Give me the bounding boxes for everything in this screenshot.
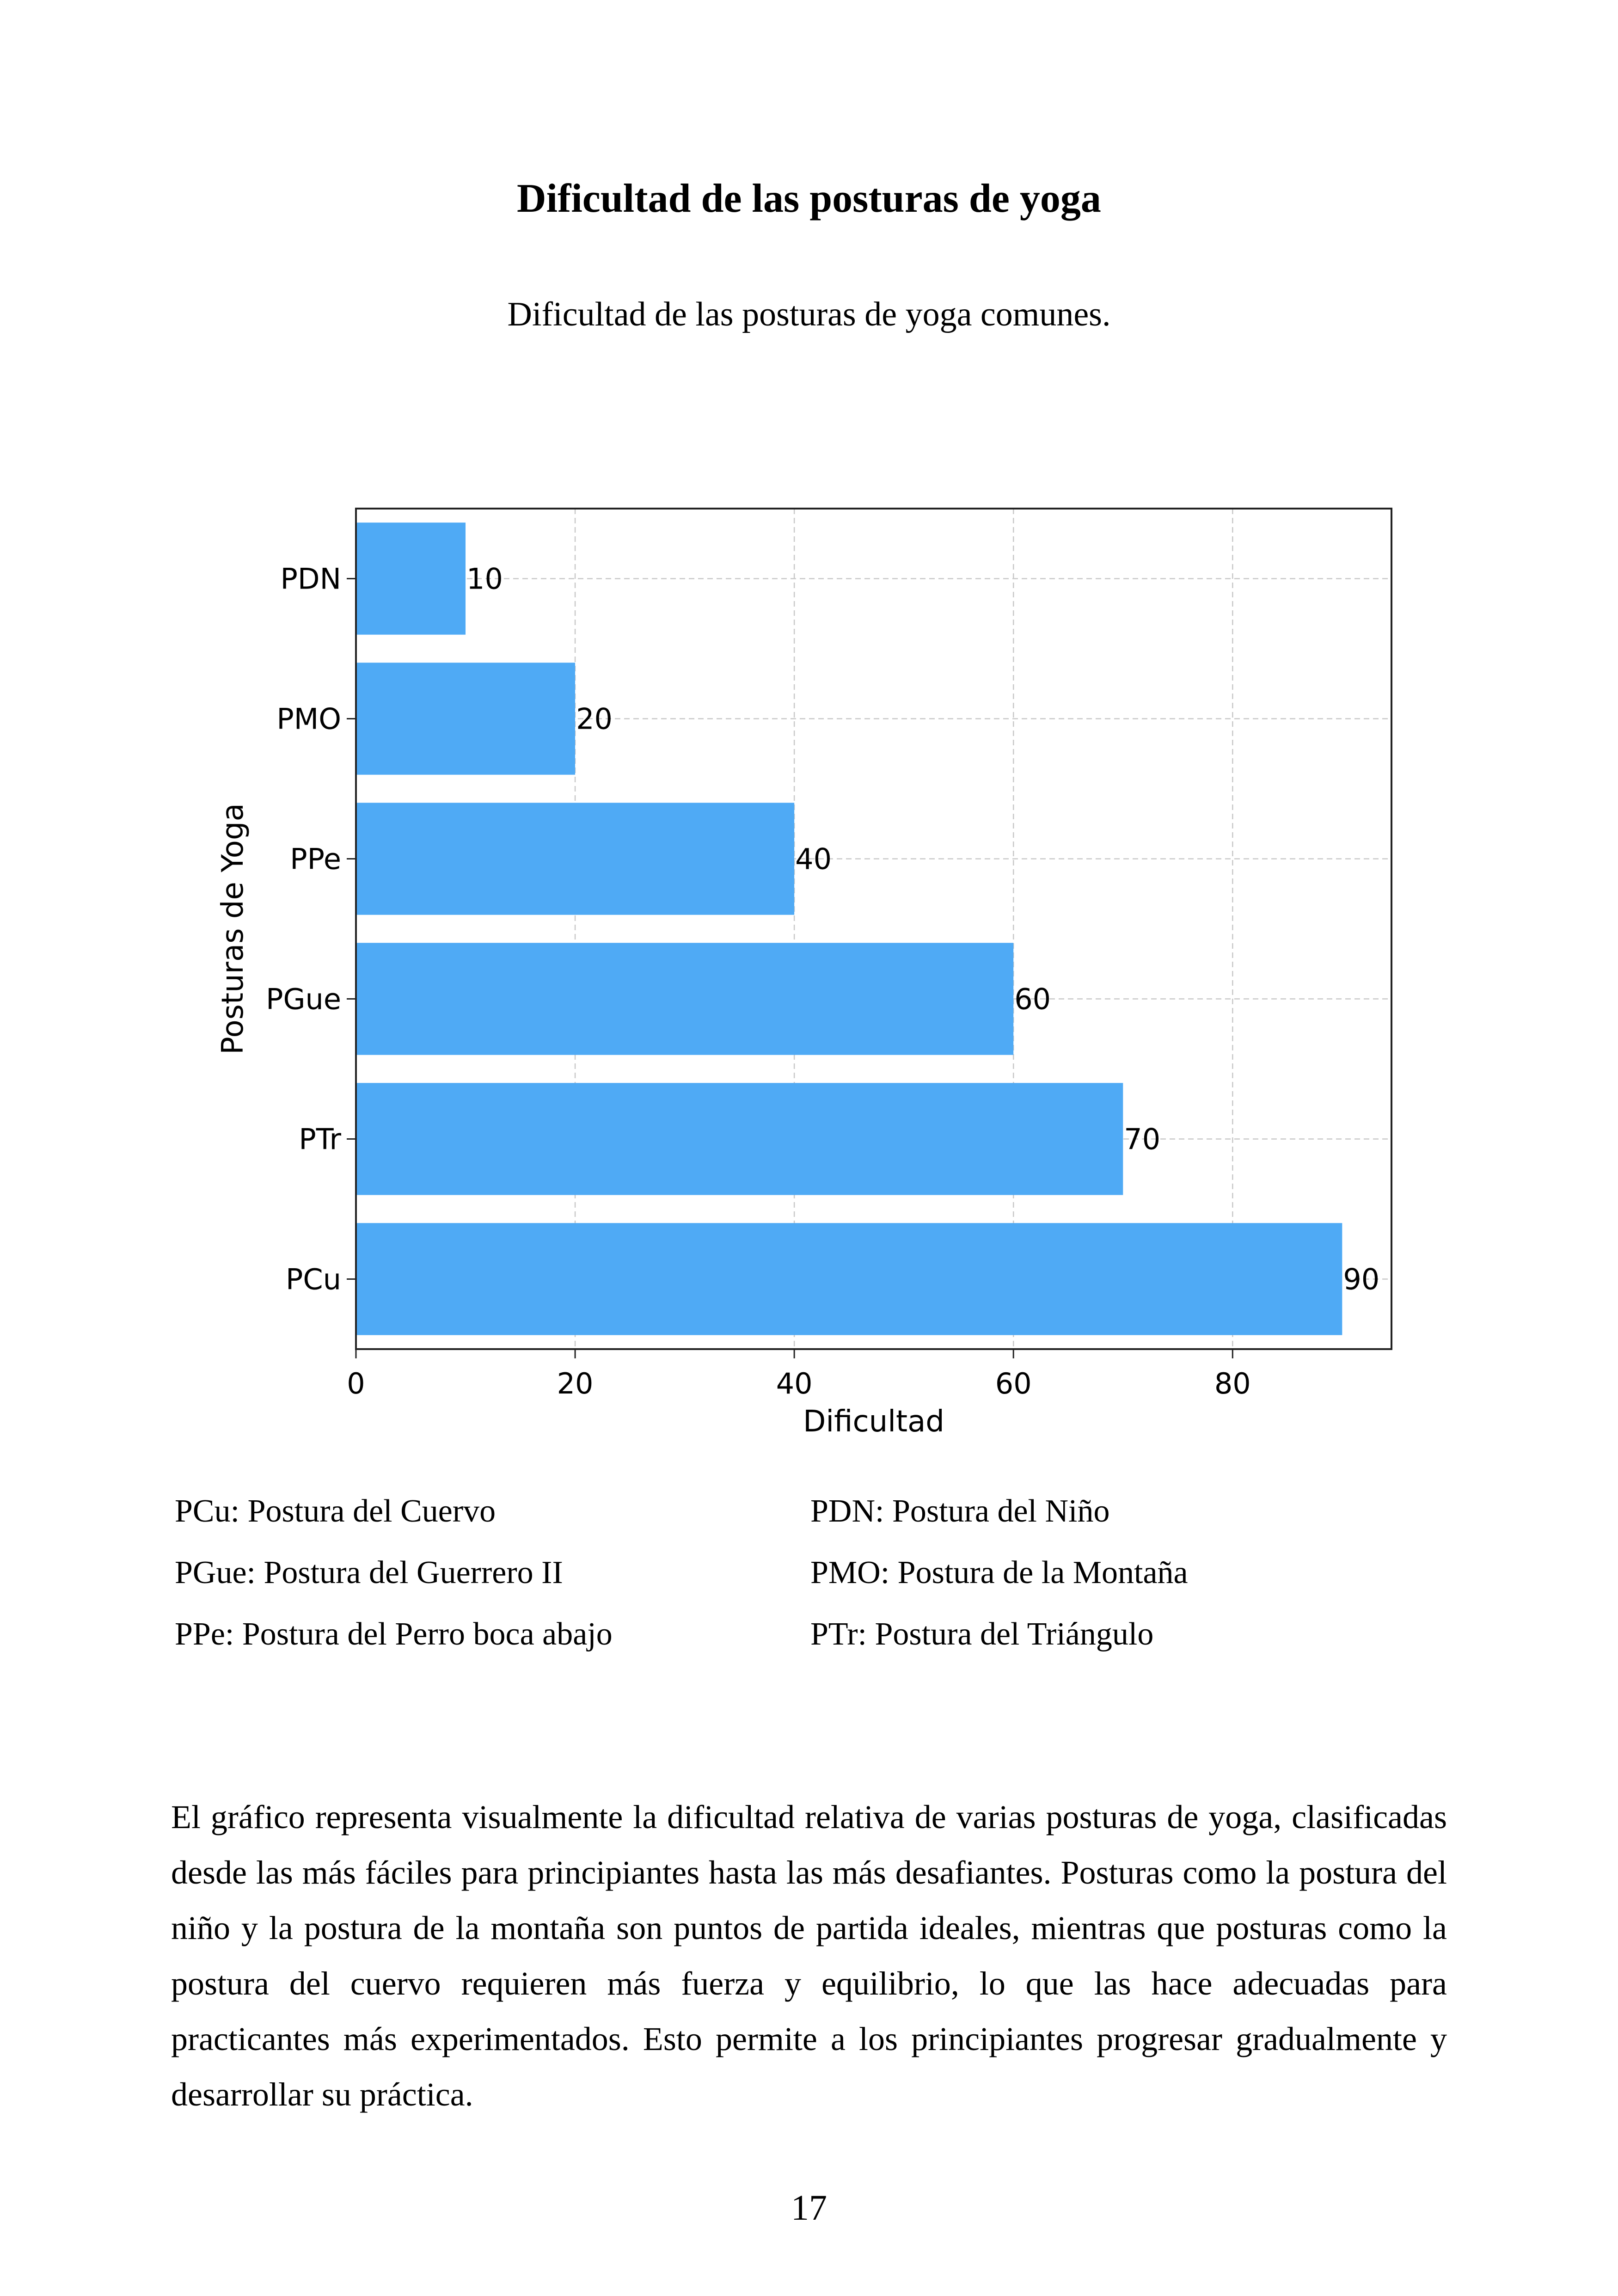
bar-ptr bbox=[356, 1083, 1123, 1195]
bar-pmo bbox=[356, 663, 575, 774]
chart-bars bbox=[356, 522, 1342, 1335]
x-tick-label: 0 bbox=[347, 1367, 365, 1400]
bar-value-label: 70 bbox=[1124, 1122, 1161, 1156]
y-tick-label: PTr bbox=[299, 1122, 341, 1156]
x-tick-label: 40 bbox=[776, 1367, 813, 1400]
y-tick-label: PCu bbox=[286, 1262, 341, 1296]
legend-item: PCu: Postura del Cuervo bbox=[175, 1493, 496, 1529]
y-tick-label: PPe bbox=[290, 842, 341, 876]
legend-item: PDN: Postura del Niño bbox=[810, 1493, 1110, 1529]
bar-value-label: 90 bbox=[1343, 1262, 1380, 1296]
difficulty-bar-chart bbox=[0, 462, 1618, 1456]
page-number: 17 bbox=[791, 2187, 827, 2228]
legend-item: PPe: Postura del Perro boca abajo bbox=[175, 1616, 613, 1652]
chart-caption: Dificultad de las posturas de yoga comunes. bbox=[507, 295, 1111, 333]
x-tick-label: 60 bbox=[995, 1367, 1032, 1400]
legend-item: PTr: Postura del Triángulo bbox=[810, 1616, 1154, 1652]
x-tick-label: 20 bbox=[557, 1367, 594, 1400]
y-tick-label: PMO bbox=[276, 702, 341, 736]
bar-ppe bbox=[356, 803, 794, 915]
y-axis-label: Posturas de Yoga bbox=[216, 803, 250, 1055]
bar-value-label: 60 bbox=[1014, 982, 1051, 1016]
bar-value-label: 10 bbox=[466, 562, 503, 596]
bar-value-label: 40 bbox=[795, 842, 832, 876]
body-paragraph: El gráfico representa visualmente la dificultad relativa de varias posturas de yoga, clasificadas desde las más fáciles para principiantes hasta las más desafiantes. Posturas como la postura del niño y la postura de la montaña son puntos de partida ideales, mientras que posturas como la postura del cuervo requieren más fuerza y equilibrio, lo que las hace adecuadas para practicantes más experimentados. Esto permite a los principiantes progresar gradualmente y desarrollar su práctica. bbox=[171, 1799, 1447, 2113]
page-title: Dificultad de las posturas de yoga bbox=[517, 176, 1101, 221]
legend-item: PGue: Postura del Guerrero II bbox=[175, 1555, 563, 1590]
bar-pcu bbox=[356, 1223, 1342, 1335]
bar-pgue bbox=[356, 943, 1013, 1055]
y-tick-label: PDN bbox=[280, 562, 341, 596]
x-axis-label: Dificultad bbox=[803, 1405, 944, 1439]
legend-item: PMO: Postura de la Montaña bbox=[810, 1555, 1188, 1590]
x-tick-label: 80 bbox=[1214, 1367, 1251, 1400]
y-tick-label: PGue bbox=[266, 982, 341, 1016]
bar-pdn bbox=[356, 522, 466, 634]
bar-value-label: 20 bbox=[576, 702, 613, 736]
